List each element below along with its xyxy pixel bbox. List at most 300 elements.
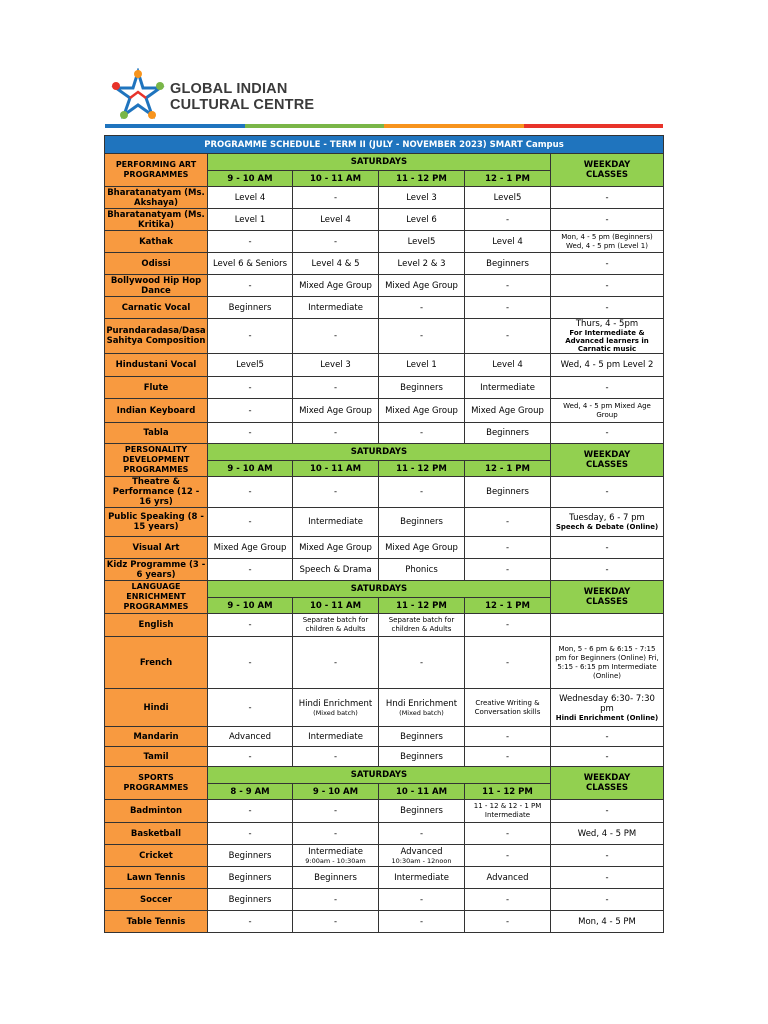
weekday-cell (551, 477, 664, 508)
weekday-cell (551, 423, 664, 444)
cell-text: Intermediate (394, 872, 449, 883)
schedule-cell (379, 911, 465, 933)
programme-name: Bharatanatyam (Ms. Kritika) (105, 209, 208, 231)
schedule-cell (465, 800, 551, 823)
schedule-cell (465, 559, 551, 581)
section-title: PERFORMING ART PROGRAMMES (105, 154, 208, 187)
cell-text: - (333, 806, 338, 816)
cell-text: Intermediate (308, 846, 363, 857)
weekday-cell (551, 231, 664, 253)
cell-text: Mixed Age Group (299, 280, 372, 291)
cell-text: - (605, 894, 609, 905)
cell-text: - (248, 828, 252, 839)
brand-stripe-segment (384, 124, 524, 128)
weekday-cell (551, 297, 664, 319)
schedule-cell (465, 823, 551, 845)
cell-text: - (248, 428, 252, 438)
schedule-cell (293, 253, 379, 275)
cell-text: - (248, 806, 252, 816)
programme-row (105, 275, 664, 297)
saturdays-header: SATURDAYS (208, 581, 551, 598)
programme-row (105, 823, 664, 845)
programme-name: Flute (105, 377, 208, 399)
programme-name: Basketball (105, 823, 208, 845)
schedule-cell (465, 614, 551, 637)
time-slot-header: 8 - 9 AM (208, 784, 293, 800)
cell-text: Beginners (486, 258, 529, 269)
cell-text: - (248, 405, 252, 416)
schedule-cell (293, 747, 379, 767)
weekday-cell (551, 187, 664, 209)
schedule-cell (465, 867, 551, 889)
programme-row (105, 354, 664, 377)
cell-text: Intermediate (308, 731, 363, 742)
cell-text: Beginners (486, 487, 529, 497)
schedule-cell (465, 253, 551, 275)
logo-star-icon (108, 68, 168, 122)
cell-text: Hindi Enrichment (298, 698, 373, 709)
cell-text: Level 6 & Seniors (212, 258, 288, 269)
cell-text: - (605, 806, 609, 816)
programme-row (105, 253, 664, 275)
weekday-cell (551, 275, 664, 297)
programme-name: Tabla (105, 423, 208, 444)
programme-name: Theatre & Performance (12 - 16 yrs) (105, 477, 208, 508)
cell-text: - (248, 657, 252, 668)
time-slot-header: 12 - 1 PM (465, 598, 551, 614)
schedule-cell (208, 727, 293, 747)
schedule-cell (293, 399, 379, 423)
time-slot-header: 11 - 12 PM (379, 461, 465, 477)
programme-row (105, 231, 664, 253)
logo-line-1: GLOBAL INDIAN (170, 81, 288, 97)
schedule-cell (293, 800, 379, 823)
cell-text: Wednesday 6:30- 7:30 pm (559, 693, 655, 714)
time-slot-header: 9 - 10 AM (293, 784, 379, 800)
programme-name: Hindustani Vocal (105, 354, 208, 377)
programme-name: Mandarin (105, 727, 208, 747)
schedule-cell (293, 275, 379, 297)
schedule-cell (465, 231, 551, 253)
schedule-cell (293, 823, 379, 845)
cell-text: Wed, 4 - 5 pm Mixed Age Group (563, 401, 651, 419)
cell-text: Level 4 (492, 360, 523, 370)
cell-note: (Mixed batch) (313, 708, 358, 717)
schedule-cell (208, 689, 293, 727)
cell-text: - (248, 236, 252, 247)
title-row (105, 136, 664, 154)
programme-name: Hindi (105, 689, 208, 727)
cell-text: Advanced (229, 731, 271, 742)
cell-note: (Mixed batch) (399, 708, 444, 717)
cell-text: - (248, 564, 252, 575)
schedule-cell (208, 637, 293, 689)
cell-text: - (333, 657, 338, 668)
cell-text: - (605, 258, 609, 269)
cell-text: Level 3 (406, 192, 437, 203)
cell-text: Mixed Age Group (299, 405, 372, 416)
cell-text: - (605, 542, 609, 553)
cell-text: Beginners (228, 872, 272, 883)
schedule-cell (293, 689, 379, 727)
programme-name: Kathak (105, 231, 208, 253)
cell-text: Level 4 (492, 236, 523, 247)
cell-text: Mon, 5 - 6 pm & 6:15 - 7:15 pm for Beginners (Online) Fri, 5:15 - 6:15 pm Intermediate (Online) (555, 644, 659, 680)
cell-text: Mixed Age Group (471, 405, 544, 416)
weekday-header: WEEKDAY CLASSES (551, 581, 664, 614)
weekday-cell (551, 911, 664, 933)
weekday-header: WEEKDAY CLASSES (551, 154, 664, 187)
programme-name: Kidz Programme (3 - 6 years) (105, 559, 208, 581)
cell-text: Separate batch for children & Adults (388, 616, 455, 633)
schedule-cell (293, 559, 379, 581)
schedule-cell (465, 477, 551, 508)
weekday-cell (551, 209, 664, 231)
cell-text: Separate batch for children & Adults (302, 616, 369, 633)
schedule-cell (465, 377, 551, 399)
weekday-cell (551, 889, 664, 911)
schedule-cell (208, 508, 293, 537)
schedule-cell (379, 377, 465, 399)
cell-text: - (419, 916, 424, 927)
cell-text: - (333, 751, 338, 762)
time-slot-header: 9 - 10 AM (208, 598, 293, 614)
schedule-cell (465, 275, 551, 297)
programme-name: Carnatic Vocal (105, 297, 208, 319)
weekday-cell (551, 637, 664, 689)
cell-text: Level 4 & 5 (311, 258, 360, 269)
schedule-cell (293, 889, 379, 911)
cell-note: 10:30am - 12noon (391, 856, 452, 865)
programme-row (105, 637, 664, 689)
schedule-cell (379, 727, 465, 747)
cell-text: Intermediate (308, 302, 363, 313)
schedule-cell (465, 845, 551, 867)
cell-text: - (419, 331, 424, 341)
cell-text: Mixed Age Group (213, 542, 287, 553)
schedule-cell (208, 867, 293, 889)
cell-text: Level 2 & 3 (397, 258, 446, 269)
programme-name: Badminton (105, 800, 208, 823)
cell-text: - (505, 331, 510, 341)
cell-text: - (333, 916, 338, 927)
weekday-cell (551, 319, 664, 354)
schedule-cell (293, 354, 379, 377)
schedule-cell (379, 508, 465, 537)
programme-row (105, 614, 664, 637)
schedule-cell (379, 747, 465, 767)
schedule-cell (208, 911, 293, 933)
cell-text: - (605, 564, 609, 575)
cell-text: Level 1 (234, 214, 266, 225)
schedule-cell (208, 845, 293, 867)
weekday-cell (551, 537, 664, 559)
cell-text: Beginners (486, 428, 529, 438)
cell-text: Beginners (400, 731, 443, 742)
schedule-cell (465, 637, 551, 689)
cell-text: - (605, 428, 609, 438)
schedule-title: PROGRAMME SCHEDULE - TERM II (JULY - NOVEMBER 2023) SMART Campus (105, 136, 664, 154)
cell-text: - (505, 894, 510, 905)
cell-text: - (248, 487, 252, 497)
section-header-row (105, 581, 664, 598)
cell-text: - (505, 731, 510, 742)
weekday-header: WEEKDAY CLASSES (551, 767, 664, 800)
weekday-cell (551, 747, 664, 767)
schedule-cell (465, 747, 551, 767)
schedule-cell (293, 477, 379, 508)
cell-text: Mixed Age Group (385, 405, 458, 416)
schedule-cell (208, 275, 293, 297)
cell-text: - (248, 620, 252, 630)
cell-text: - (605, 751, 609, 762)
cell-text: Beginners (400, 751, 443, 762)
cell-text: Level 1 (406, 360, 437, 370)
cell-text: - (605, 214, 609, 225)
schedule-cell (465, 689, 551, 727)
cell-text: - (505, 657, 510, 668)
schedule-cell (293, 231, 379, 253)
programme-name: English (105, 614, 208, 637)
weekday-cell (551, 399, 664, 423)
cell-text: Wed, 4 - 5 PM (577, 828, 637, 839)
schedule-cell (293, 537, 379, 559)
cell-text: Mixed Age Group (385, 280, 458, 291)
cell-text: - (505, 850, 510, 861)
programme-row (105, 867, 664, 889)
cell-text: Beginners (400, 517, 443, 527)
programme-name: Odissi (105, 253, 208, 275)
time-slot-header: 9 - 10 AM (208, 461, 293, 477)
schedule-cell (208, 187, 293, 209)
cell-text: Level5 (407, 236, 436, 247)
cell-text: Beginners (228, 302, 272, 313)
schedule-cell (379, 231, 465, 253)
cell-text: Mixed Age Group (299, 542, 372, 553)
schedule-cell (379, 559, 465, 581)
schedule-cell (379, 477, 465, 508)
brand-stripe-segment (245, 124, 385, 128)
cell-text: - (605, 872, 609, 883)
cell-text: - (248, 751, 252, 762)
schedule-cell (379, 614, 465, 637)
programme-row (105, 377, 664, 399)
schedule-cell (293, 319, 379, 354)
cell-text: Hndi Enrichment (385, 698, 458, 709)
section-title: LANGUAGE ENRICHMENT PROGRAMMES (105, 581, 208, 614)
schedule-cell (379, 823, 465, 845)
schedule-cell (293, 423, 379, 444)
cell-text: Advanced (486, 872, 529, 883)
schedule-cell (208, 354, 293, 377)
cell-text: - (419, 487, 424, 497)
schedule-cell (379, 800, 465, 823)
programme-name: French (105, 637, 208, 689)
schedule-table (104, 135, 664, 933)
weekday-cell (551, 508, 664, 537)
schedule-cell (293, 911, 379, 933)
weekday-cell (551, 377, 664, 399)
schedule-cell (293, 614, 379, 637)
schedule-cell (465, 889, 551, 911)
cell-text: Wed, 4 - 5 pm Level 2 (560, 360, 654, 370)
weekday-note: Speech & Debate (Online) (555, 523, 659, 531)
cell-text: Level 6 (406, 214, 437, 225)
schedule-cell (208, 889, 293, 911)
programme-name: Lawn Tennis (105, 867, 208, 889)
schedule-cell (293, 508, 379, 537)
section-title: PERSONALITY DEVELOPMENT PROGRAMMES (105, 444, 208, 477)
schedule-cell (293, 297, 379, 319)
schedule-cell (379, 399, 465, 423)
schedule-cell (293, 187, 379, 209)
programme-name: Bollywood Hip Hop Dance (105, 275, 208, 297)
schedule-cell (465, 423, 551, 444)
cell-text: 11 - 12 & 12 - 1 PM Intermediate (473, 802, 542, 819)
cell-text: - (605, 302, 609, 313)
schedule-cell (208, 423, 293, 444)
cell-text: - (248, 517, 252, 527)
cell-text: Tuesday, 6 - 7 pm (569, 513, 645, 523)
cell-text: Mon, 4 - 5 pm (Beginners) Wed, 4 - 5 pm (Level 1) (561, 232, 653, 250)
programme-row (105, 209, 664, 231)
schedule-cell (379, 253, 465, 275)
cell-text: - (505, 542, 510, 553)
schedule-cell (208, 747, 293, 767)
programme-row (105, 508, 664, 537)
time-slot-header: 12 - 1 PM (465, 461, 551, 477)
programme-row (105, 800, 664, 823)
section-title: SPORTS PROGRAMMES (105, 767, 208, 800)
schedule-cell (208, 253, 293, 275)
cell-text: - (333, 828, 338, 839)
cell-text: - (419, 894, 424, 905)
cell-text: - (333, 236, 338, 247)
schedule-cell (293, 377, 379, 399)
schedule-cell (208, 319, 293, 354)
programme-row (105, 911, 664, 933)
schedule-cell (208, 614, 293, 637)
weekday-cell (551, 823, 664, 845)
weekday-cell (551, 867, 664, 889)
cell-text: - (505, 620, 510, 630)
saturdays-header: SATURDAYS (208, 767, 551, 784)
cell-text: - (333, 487, 338, 497)
cell-text: - (605, 487, 609, 497)
schedule-cell (208, 231, 293, 253)
cell-text: - (333, 331, 338, 341)
cell-text: - (505, 214, 510, 225)
cell-text: Level 4 (320, 214, 351, 225)
cell-text: Level 3 (320, 360, 351, 370)
schedule-cell (208, 297, 293, 319)
cell-text: Beginners (400, 382, 443, 393)
cell-text: - (505, 302, 510, 313)
schedule-cell (379, 187, 465, 209)
cell-text: Level5 (236, 360, 264, 370)
programme-row (105, 187, 664, 209)
time-slot-header: 11 - 12 PM (465, 784, 551, 800)
programme-row (105, 297, 664, 319)
schedule-cell (293, 867, 379, 889)
schedule-cell (379, 889, 465, 911)
time-slot-header: 10 - 11 AM (379, 784, 465, 800)
cell-text: - (605, 280, 609, 291)
time-slot-header: 10 - 11 AM (293, 598, 379, 614)
cell-text: Intermediate (480, 382, 535, 393)
programme-name: Tamil (105, 747, 208, 767)
cell-text: Beginners (228, 850, 272, 861)
schedule-cell (379, 275, 465, 297)
schedule-cell (293, 209, 379, 231)
schedule-cell (465, 209, 551, 231)
programme-row (105, 319, 664, 354)
schedule-cell (208, 823, 293, 845)
schedule-cell (465, 319, 551, 354)
cell-text: - (505, 564, 510, 575)
schedule-cell (379, 423, 465, 444)
programme-row (105, 399, 664, 423)
programme-row (105, 889, 664, 911)
programme-row (105, 423, 664, 444)
cell-text: - (333, 192, 338, 203)
cell-text: Beginners (228, 894, 272, 905)
time-slot-header: 10 - 11 AM (293, 461, 379, 477)
cell-text: Beginners (314, 872, 357, 883)
cell-text: - (505, 517, 510, 527)
cell-text: Thurs, 4 - 5pm (575, 319, 639, 329)
cell-text: - (419, 302, 424, 313)
cell-text: Advanced (400, 846, 443, 857)
schedule-cell (465, 297, 551, 319)
cell-text: - (419, 428, 424, 438)
programme-row (105, 727, 664, 747)
cell-text: - (333, 894, 338, 905)
cell-text: - (248, 702, 252, 713)
schedule-cell (465, 187, 551, 209)
cell-text: - (605, 850, 609, 861)
programme-row (105, 845, 664, 867)
schedule-cell (379, 319, 465, 354)
cell-text: - (333, 428, 338, 438)
brand-stripe-segment (105, 124, 245, 128)
saturdays-header: SATURDAYS (208, 154, 551, 171)
cell-text: - (248, 916, 252, 927)
programme-row (105, 537, 664, 559)
section-header-row (105, 767, 664, 784)
cell-text: Speech & Drama (299, 564, 372, 575)
schedule-cell (379, 689, 465, 727)
time-slot-header: 11 - 12 PM (379, 598, 465, 614)
schedule-cell (379, 845, 465, 867)
section-header-row (105, 444, 664, 461)
cell-text: - (505, 280, 510, 291)
schedule-cell (208, 209, 293, 231)
programme-name: Soccer (105, 889, 208, 911)
programme-row (105, 689, 664, 727)
schedule-cell (379, 297, 465, 319)
weekday-cell (551, 689, 664, 727)
cell-text: - (419, 828, 424, 839)
cell-text: - (505, 916, 510, 927)
schedule-cell (208, 559, 293, 581)
section-header-row (105, 154, 664, 171)
time-slot-header: 11 - 12 PM (379, 171, 465, 187)
cell-text: - (505, 751, 510, 762)
schedule-cell (465, 399, 551, 423)
cell-text: - (248, 331, 252, 341)
cell-note: Hindi Enrichment (Online) (555, 713, 659, 722)
